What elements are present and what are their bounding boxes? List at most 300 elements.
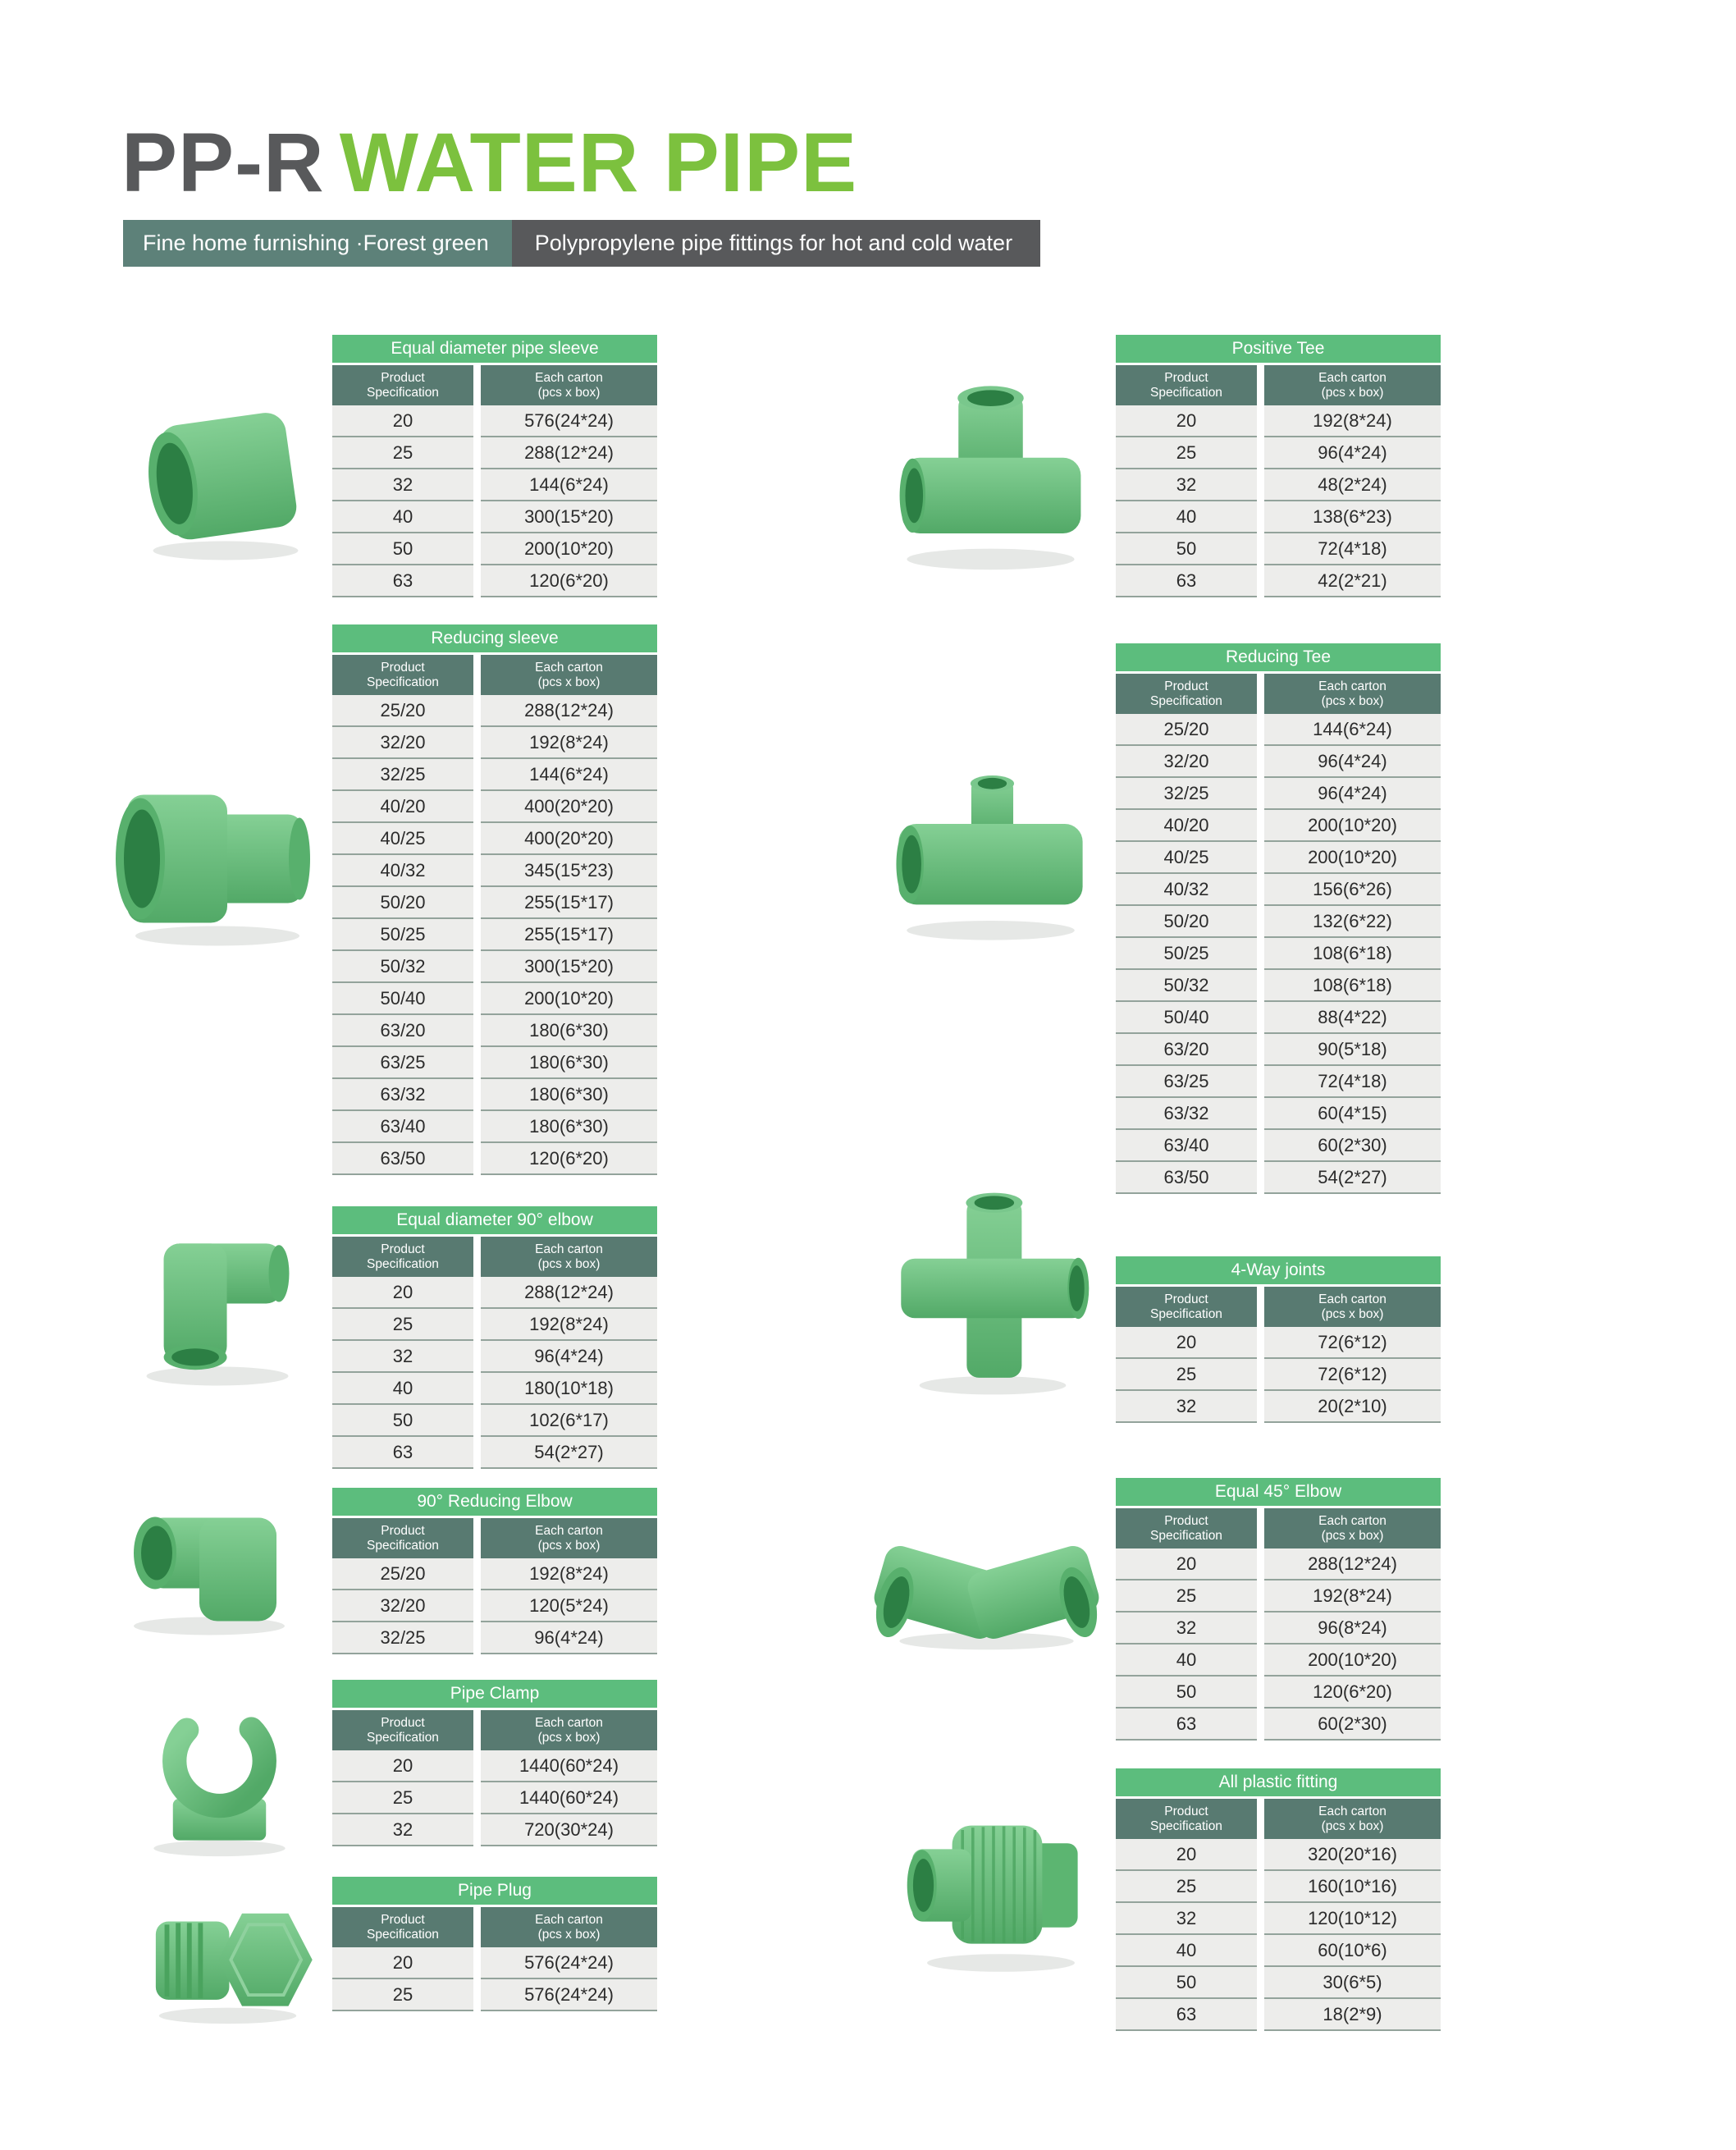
spec-cell: 20 [332, 405, 473, 437]
header-line: Each carton [535, 1913, 603, 1928]
carton-cell: 108(6*18) [1264, 938, 1441, 970]
carton-cell: 200(10*20) [1264, 842, 1441, 874]
table-row [332, 1111, 657, 1143]
header-line: (pcs x box) [537, 385, 601, 400]
header-line: Product [381, 1524, 425, 1539]
table-row [332, 469, 657, 501]
spec-table [332, 1877, 657, 2011]
carton-cell: 120(10*12) [1264, 1903, 1441, 1935]
reducing-sleeve-photo [103, 763, 332, 956]
table-row [332, 1979, 657, 2011]
spec-table [332, 335, 657, 597]
carton-cell: 72(4*18) [1264, 1066, 1441, 1098]
table-row [1116, 1839, 1441, 1871]
spec-cell: 50 [1116, 1967, 1257, 1999]
carton-cell: 96(4*24) [1264, 778, 1441, 810]
carton-cell: 576(24*24) [481, 1979, 657, 2011]
table-row [1116, 778, 1441, 810]
header-line: Specification [1150, 1528, 1222, 1543]
table-row [332, 1750, 657, 1782]
carton-cell: 192(8*24) [1264, 1580, 1441, 1612]
spec-cell: 63 [332, 1437, 473, 1469]
table-title: Pipe Plug [332, 1877, 657, 1905]
carton-cell: 180(6*30) [481, 1079, 657, 1111]
table-title: Pipe Clamp [332, 1680, 657, 1708]
col-header-each-carton [1264, 674, 1441, 714]
table-row [332, 1558, 657, 1590]
header-line: (pcs x box) [1321, 693, 1384, 708]
table-row [332, 791, 657, 823]
carton-cell: 400(20*20) [481, 823, 657, 855]
table-row [332, 1047, 657, 1079]
spec-cell: 25 [1116, 1871, 1257, 1903]
spec-cell: 50 [332, 1405, 473, 1437]
table-row [332, 437, 657, 469]
carton-cell: 200(10*20) [481, 983, 657, 1015]
carton-cell: 120(6*20) [481, 1143, 657, 1175]
carton-cell: 120(6*20) [1264, 1677, 1441, 1709]
header-line: Each carton [1318, 679, 1387, 694]
tagline-right: Polypropylene pipe fittings for hot and cold water [512, 220, 1040, 267]
carton-cell: 60(10*6) [1264, 1935, 1441, 1967]
header-line: Specification [367, 1256, 439, 1271]
table-row [332, 1947, 657, 1979]
header-line: (pcs x box) [537, 1538, 601, 1553]
table-row [1116, 1548, 1441, 1580]
table-row [332, 1814, 657, 1846]
table-row [332, 1437, 657, 1469]
table-row [1116, 1162, 1441, 1194]
header-line: (pcs x box) [1321, 1528, 1384, 1543]
carton-cell: 54(2*27) [481, 1437, 657, 1469]
table-row [1116, 1903, 1441, 1935]
table-row [332, 919, 657, 951]
col-header-product-spec [332, 1907, 473, 1947]
spec-cell: 50/25 [1116, 938, 1257, 970]
carton-cell: 192(8*24) [481, 727, 657, 759]
table-row [1116, 938, 1441, 970]
tagline-left: Fine home furnishing ·Forest green [123, 220, 512, 267]
carton-cell: 320(20*16) [1264, 1839, 1441, 1871]
carton-cell: 200(10*20) [1264, 1645, 1441, 1677]
carton-cell: 288(12*24) [481, 1277, 657, 1309]
table-row [1116, 810, 1441, 842]
spec-table [1116, 643, 1441, 1194]
col-header-product-spec [1116, 674, 1257, 714]
spec-cell: 40 [1116, 501, 1257, 533]
header-line: (pcs x box) [537, 1256, 601, 1271]
spec-cell: 25 [1116, 1580, 1257, 1612]
table-row [332, 1622, 657, 1654]
header-line: Product [381, 371, 425, 386]
spec-cell: 32/25 [332, 1622, 473, 1654]
table-row [1116, 1871, 1441, 1903]
table-title: Equal 45° Elbow [1116, 1478, 1441, 1506]
col-header-product-spec [332, 1237, 473, 1277]
header-line: Each carton [1318, 1292, 1387, 1307]
spec-cell: 32 [1116, 1903, 1257, 1935]
carton-cell: 138(6*23) [1264, 501, 1441, 533]
col-header-each-carton [1264, 1508, 1441, 1548]
spec-cell: 20 [1116, 405, 1257, 437]
table-row [1116, 1709, 1441, 1741]
table-row [332, 695, 657, 727]
col-header-product-spec [1116, 365, 1257, 405]
spec-table [332, 624, 657, 1175]
header-line: Each carton [535, 1242, 603, 1257]
table-row [1116, 1612, 1441, 1645]
header-line: Product [381, 1242, 425, 1257]
table-row [1116, 874, 1441, 906]
col-header-each-carton [481, 1518, 657, 1558]
table-row [1116, 1098, 1441, 1130]
spec-cell: 20 [1116, 1548, 1257, 1580]
spec-cell: 25 [332, 437, 473, 469]
spec-cell: 63 [1116, 1709, 1257, 1741]
carton-cell: 192(8*24) [481, 1309, 657, 1341]
header-line: (pcs x box) [1321, 1818, 1384, 1833]
col-header-product-spec [332, 1518, 473, 1558]
spec-cell: 50/40 [1116, 1002, 1257, 1034]
spec-table [332, 1488, 657, 1654]
carton-cell: 300(15*20) [481, 951, 657, 983]
table-header-row [1116, 1287, 1441, 1327]
header-line: Each carton [1318, 371, 1387, 386]
col-header-product-spec [1116, 1287, 1257, 1327]
table-row [1116, 714, 1441, 746]
spec-cell: 32 [332, 1341, 473, 1373]
carton-cell: 1440(60*24) [481, 1750, 657, 1782]
spec-cell: 63/40 [332, 1111, 473, 1143]
carton-cell: 30(6*5) [1264, 1967, 1441, 1999]
table-row [332, 1341, 657, 1373]
carton-cell: 72(4*18) [1264, 533, 1441, 565]
spec-cell: 40 [1116, 1935, 1257, 1967]
carton-cell: 72(6*12) [1264, 1327, 1441, 1359]
col-header-each-carton [481, 655, 657, 695]
col-header-each-carton [481, 365, 657, 405]
spec-cell: 25 [332, 1309, 473, 1341]
spec-cell: 25 [332, 1979, 473, 2011]
table-row [1116, 1391, 1441, 1423]
spec-cell: 40/25 [1116, 842, 1257, 874]
table-header-row [332, 1710, 657, 1750]
carton-cell: 156(6*26) [1264, 874, 1441, 906]
table-title: Reducing sleeve [332, 624, 657, 652]
header-line: Specification [367, 1927, 439, 1942]
carton-cell: 120(5*24) [481, 1590, 657, 1622]
carton-cell: 96(4*24) [1264, 437, 1441, 469]
carton-cell: 345(15*23) [481, 855, 657, 887]
carton-cell: 18(2*9) [1264, 1999, 1441, 2031]
carton-cell: 60(2*30) [1264, 1130, 1441, 1162]
spec-cell: 63/40 [1116, 1130, 1257, 1162]
spec-cell: 25/20 [1116, 714, 1257, 746]
carton-cell: 120(6*20) [481, 565, 657, 597]
col-header-product-spec [332, 655, 473, 695]
header-line: Specification [367, 385, 439, 400]
header-line: (pcs x box) [1321, 385, 1384, 400]
table-row [1116, 1002, 1441, 1034]
spec-cell: 63/25 [332, 1047, 473, 1079]
header-line: Product [1164, 1514, 1208, 1529]
table-row [1116, 746, 1441, 778]
spec-cell: 50/20 [332, 887, 473, 919]
spec-cell: 50 [332, 533, 473, 565]
spec-table [1116, 335, 1441, 597]
spec-cell: 32 [1116, 469, 1257, 501]
spec-cell: 25 [1116, 437, 1257, 469]
spec-cell: 32 [332, 1814, 473, 1846]
carton-cell: 60(4*15) [1264, 1098, 1441, 1130]
brand-ppr: PP-R [121, 116, 325, 209]
positive-tee-photo [870, 361, 1112, 579]
spec-cell: 20 [332, 1947, 473, 1979]
header-line: Each carton [1318, 1805, 1387, 1819]
carton-cell: 200(10*20) [1264, 810, 1441, 842]
spec-cell: 32 [1116, 1612, 1257, 1645]
table-row [332, 727, 657, 759]
carton-cell: 300(15*20) [481, 501, 657, 533]
carton-cell: 192(8*24) [481, 1558, 657, 1590]
table-row [332, 565, 657, 597]
right-table-column [1116, 335, 1441, 2031]
spec-cell: 63/32 [332, 1079, 473, 1111]
table-row [1116, 1130, 1441, 1162]
spec-cell: 50/25 [332, 919, 473, 951]
table-header-row [1116, 1799, 1441, 1839]
table-row [1116, 1999, 1441, 2031]
spec-cell: 50 [1116, 1677, 1257, 1709]
page-title [121, 115, 857, 211]
carton-cell: 288(12*24) [1264, 1548, 1441, 1580]
table-header-row [1116, 365, 1441, 405]
spec-cell: 32 [1116, 1391, 1257, 1423]
table-row [1116, 1359, 1441, 1391]
header-line: Product [1164, 371, 1208, 386]
spec-cell: 32/25 [1116, 778, 1257, 810]
spec-cell: 40/32 [332, 855, 473, 887]
table-row [332, 855, 657, 887]
table-row [332, 405, 657, 437]
carton-cell: 288(12*24) [481, 437, 657, 469]
carton-cell: 96(4*24) [481, 1341, 657, 1373]
carton-cell: 20(2*10) [1264, 1391, 1441, 1423]
carton-cell: 72(6*12) [1264, 1359, 1441, 1391]
table-row [1116, 565, 1441, 597]
carton-cell: 96(4*24) [481, 1622, 657, 1654]
pipe-plug-photo [131, 1875, 324, 2027]
spec-cell: 20 [332, 1750, 473, 1782]
table-row [332, 823, 657, 855]
header-line: (pcs x box) [537, 1927, 601, 1942]
table-row [332, 1143, 657, 1175]
spec-cell: 25/20 [332, 1558, 473, 1590]
table-row [332, 1277, 657, 1309]
table-row [332, 501, 657, 533]
spec-cell: 25 [1116, 1359, 1257, 1391]
spec-cell: 32/20 [332, 1590, 473, 1622]
carton-cell: 255(15*17) [481, 887, 657, 919]
table-title: Reducing Tee [1116, 643, 1441, 671]
table-row [332, 759, 657, 791]
spec-table [332, 1206, 657, 1469]
spec-table [1116, 1256, 1441, 1423]
col-header-product-spec [332, 365, 473, 405]
carton-cell: 60(2*30) [1264, 1709, 1441, 1741]
table-row [1116, 533, 1441, 565]
header-line: (pcs x box) [537, 675, 601, 689]
spec-cell: 50/20 [1116, 906, 1257, 938]
carton-cell: 102(6*17) [481, 1405, 657, 1437]
header-line: Specification [367, 1730, 439, 1745]
carton-cell: 108(6*18) [1264, 970, 1441, 1002]
equal-diameter-pipe-sleeve-photo [123, 382, 328, 574]
carton-cell: 144(6*24) [481, 759, 657, 791]
spec-table [1116, 1478, 1441, 1741]
spec-cell: 25 [332, 1782, 473, 1814]
col-header-product-spec [1116, 1799, 1257, 1839]
spec-cell: 32 [332, 469, 473, 501]
carton-cell: 42(2*21) [1264, 565, 1441, 597]
carton-cell: 96(4*24) [1264, 746, 1441, 778]
spec-cell: 63/50 [1116, 1162, 1257, 1194]
header-line: Specification [1150, 1306, 1222, 1321]
spec-cell: 32/20 [1116, 746, 1257, 778]
brand-water-pipe: WATER PIPE [339, 116, 858, 209]
table-header-row [332, 1237, 657, 1277]
spec-table [332, 1680, 657, 1846]
header-line: Product [1164, 1292, 1208, 1307]
table-row [1116, 1677, 1441, 1709]
header-line: Each carton [535, 1524, 603, 1539]
carton-cell: 160(10*16) [1264, 1871, 1441, 1903]
all-plastic-fitting-photo [890, 1785, 1112, 1986]
col-header-each-carton [481, 1237, 657, 1277]
table-row [1116, 1580, 1441, 1612]
col-header-each-carton [481, 1710, 657, 1750]
table-row [332, 1373, 657, 1405]
table-row [1116, 469, 1441, 501]
left-table-column [332, 335, 657, 2011]
spec-cell: 63/25 [1116, 1066, 1257, 1098]
table-row [1116, 1327, 1441, 1359]
spec-cell: 32/20 [332, 727, 473, 759]
table-row [332, 887, 657, 919]
carton-cell: 144(6*24) [1264, 714, 1441, 746]
carton-cell: 255(15*17) [481, 919, 657, 951]
header-line: Product [381, 661, 425, 675]
spec-cell: 63/50 [332, 1143, 473, 1175]
table-row [332, 1590, 657, 1622]
table-row [332, 1782, 657, 1814]
spec-cell: 40 [332, 1373, 473, 1405]
carton-cell: 192(8*24) [1264, 405, 1441, 437]
header-line: Product [381, 1913, 425, 1928]
carton-cell: 720(30*24) [481, 1814, 657, 1846]
col-header-product-spec [1116, 1508, 1257, 1548]
table-title: 90° Reducing Elbow [332, 1488, 657, 1516]
4-way-joint-photo [878, 1178, 1108, 1399]
table-header-row [332, 365, 657, 405]
table-title: Positive Tee [1116, 335, 1441, 363]
spec-cell: 50/40 [332, 983, 473, 1015]
carton-cell: 288(12*24) [481, 695, 657, 727]
table-title: All plastic fitting [1116, 1768, 1441, 1796]
spec-cell: 63/32 [1116, 1098, 1257, 1130]
col-header-product-spec [332, 1710, 473, 1750]
header-line: Product [381, 1716, 425, 1731]
spec-cell: 63/20 [332, 1015, 473, 1047]
col-header-each-carton [1264, 1287, 1441, 1327]
carton-cell: 90(5*18) [1264, 1034, 1441, 1066]
header-line: Specification [1150, 1818, 1222, 1833]
spec-table [1116, 1768, 1441, 2031]
header-line: Specification [1150, 385, 1222, 400]
carton-cell: 400(20*20) [481, 791, 657, 823]
reducing-tee-photo [870, 743, 1112, 952]
table-row [1116, 970, 1441, 1002]
table-row [332, 533, 657, 565]
spec-cell: 32/25 [332, 759, 473, 791]
carton-cell: 200(10*20) [481, 533, 657, 565]
table-row [332, 983, 657, 1015]
header-line: Each carton [535, 371, 603, 386]
header-line: Each carton [535, 1716, 603, 1731]
spec-cell: 40/32 [1116, 874, 1257, 906]
header-line: Product [1164, 679, 1208, 694]
table-row [1116, 1967, 1441, 1999]
header-line: Each carton [1318, 1514, 1387, 1529]
spec-cell: 63/20 [1116, 1034, 1257, 1066]
carton-cell: 180(6*30) [481, 1015, 657, 1047]
spec-cell: 20 [332, 1277, 473, 1309]
carton-cell: 180(6*30) [481, 1111, 657, 1143]
table-row [1116, 1034, 1441, 1066]
carton-cell: 1440(60*24) [481, 1782, 657, 1814]
table-row [1116, 405, 1441, 437]
spec-cell: 25/20 [332, 695, 473, 727]
carton-cell: 54(2*27) [1264, 1162, 1441, 1194]
spec-cell: 63 [332, 565, 473, 597]
carton-cell: 48(2*24) [1264, 469, 1441, 501]
header-line: Specification [367, 1538, 439, 1553]
table-title: Equal diameter pipe sleeve [332, 335, 657, 363]
header-line: Specification [367, 675, 439, 689]
table-row [1116, 501, 1441, 533]
spec-cell: 63 [1116, 1999, 1257, 2031]
table-header-row [332, 1518, 657, 1558]
spec-cell: 50/32 [1116, 970, 1257, 1002]
spec-cell: 63 [1116, 565, 1257, 597]
spec-cell: 20 [1116, 1327, 1257, 1359]
pipe-clamp-photo [123, 1678, 316, 1863]
carton-cell: 132(6*22) [1264, 906, 1441, 938]
carton-cell: 96(8*24) [1264, 1612, 1441, 1645]
table-row [332, 1079, 657, 1111]
table-row [1116, 1645, 1441, 1677]
col-header-each-carton [1264, 365, 1441, 405]
header-line: (pcs x box) [1321, 1306, 1384, 1321]
table-header-row [1116, 674, 1441, 714]
header-line: Specification [1150, 693, 1222, 708]
header-line: (pcs x box) [537, 1730, 601, 1745]
table-title: Equal diameter 90° elbow [332, 1206, 657, 1234]
spec-cell: 40/20 [1116, 810, 1257, 842]
spec-cell: 40/25 [332, 823, 473, 855]
table-row [332, 951, 657, 983]
carton-cell: 576(24*24) [481, 1947, 657, 1979]
